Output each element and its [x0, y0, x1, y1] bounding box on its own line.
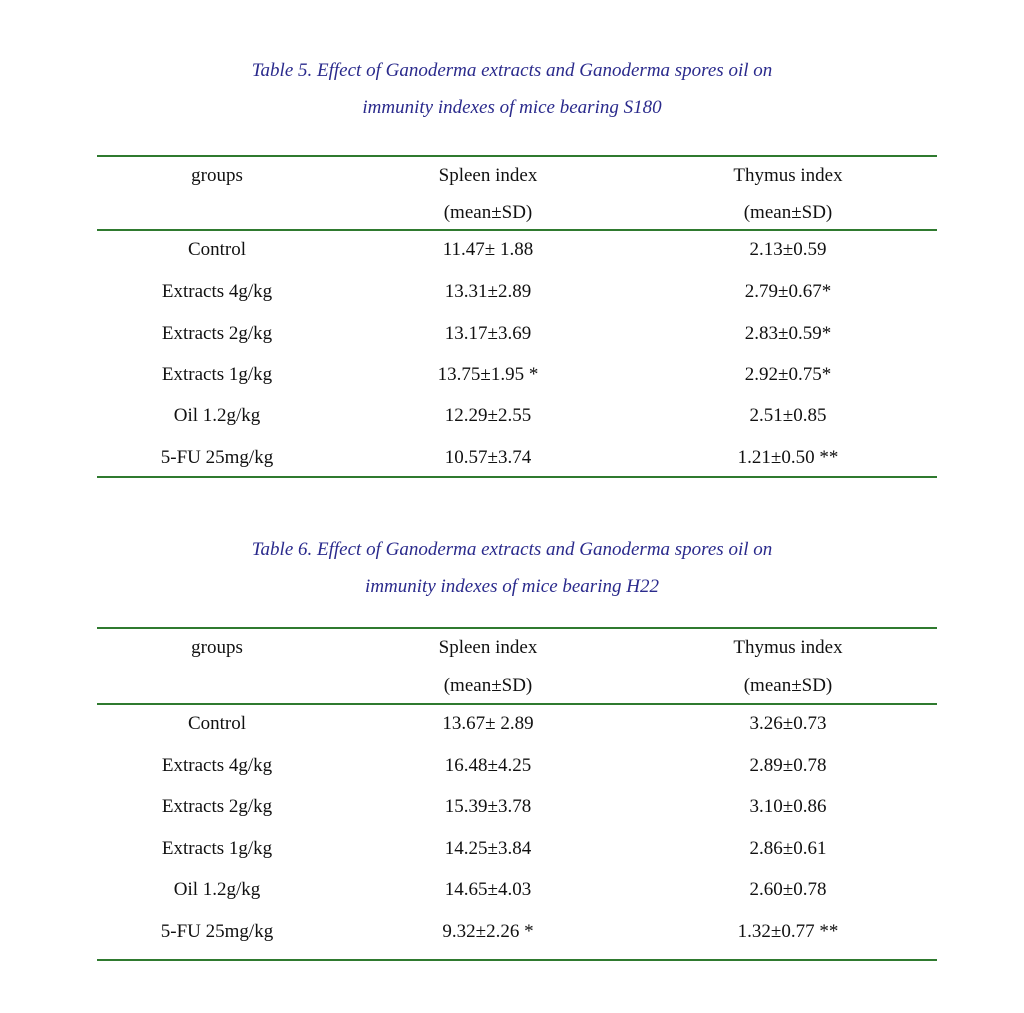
- thymus-cell: 2.13±0.59: [749, 239, 827, 260]
- thymus-cell: 1.21±0.50 **: [737, 447, 839, 468]
- spleen-cell: 13.31±2.89: [444, 281, 532, 302]
- spleen-cell: 15.39±3.78: [444, 796, 532, 817]
- thymus-cell: 3.26±0.73: [749, 713, 827, 734]
- header-groups: groups: [191, 637, 243, 658]
- group-cell: Oil 1.2g/kg: [173, 405, 261, 426]
- header-spleen-unit: (mean±SD): [443, 202, 533, 223]
- table-top-rule: [97, 155, 937, 157]
- thymus-cell: 2.86±0.61: [749, 838, 827, 859]
- thymus-cell: 2.92±0.75*: [744, 364, 832, 385]
- group-cell: Extracts 1g/kg: [161, 838, 273, 859]
- spleen-cell: 14.25±3.84: [444, 838, 532, 859]
- header-thymus-unit: (mean±SD): [743, 675, 833, 696]
- header-spleen-index: Spleen index: [438, 165, 538, 186]
- thymus-cell: 3.10±0.86: [749, 796, 827, 817]
- spleen-cell: 10.57±3.74: [444, 447, 532, 468]
- group-cell: Control: [187, 713, 247, 734]
- header-groups: groups: [191, 165, 243, 186]
- thymus-cell: 1.32±0.77 **: [737, 921, 839, 942]
- group-cell: 5-FU 25mg/kg: [160, 447, 274, 468]
- thymus-cell: 2.83±0.59*: [744, 323, 832, 344]
- header-thymus-unit: (mean±SD): [743, 202, 833, 223]
- table-caption-line1: Table 5. Effect of Ganoderma extracts and Ganoderma spores oil on: [251, 60, 773, 81]
- spleen-cell: 13.17±3.69: [444, 323, 532, 344]
- group-cell: Extracts 1g/kg: [161, 364, 273, 385]
- table-header-rule: [97, 229, 937, 231]
- table-bottom-rule: [97, 959, 937, 961]
- header-thymus-index: Thymus index: [733, 637, 843, 658]
- group-cell: Control: [187, 239, 247, 260]
- spleen-cell: 14.65±4.03: [444, 879, 532, 900]
- spleen-cell: 11.47± 1.88: [442, 239, 534, 260]
- thymus-cell: 2.60±0.78: [749, 879, 827, 900]
- thymus-cell: 2.79±0.67*: [744, 281, 832, 302]
- group-cell: Extracts 4g/kg: [161, 281, 273, 302]
- spleen-cell: 13.75±1.95 *: [437, 364, 539, 385]
- group-cell: Extracts 2g/kg: [161, 323, 273, 344]
- group-cell: Extracts 2g/kg: [161, 796, 273, 817]
- table-caption-line2: immunity indexes of mice bearing S180: [362, 97, 662, 118]
- spleen-cell: 13.67± 2.89: [442, 713, 534, 734]
- spleen-cell: 12.29±2.55: [444, 405, 532, 426]
- spleen-cell: 9.32±2.26 *: [442, 921, 534, 942]
- table-bottom-rule: [97, 476, 937, 478]
- header-spleen-index: Spleen index: [438, 637, 538, 658]
- group-cell: 5-FU 25mg/kg: [160, 921, 274, 942]
- group-cell: Oil 1.2g/kg: [173, 879, 261, 900]
- table-caption-line2: immunity indexes of mice bearing H22: [365, 576, 659, 597]
- table-caption-line1: Table 6. Effect of Ganoderma extracts and Ganoderma spores oil on: [251, 539, 773, 560]
- thymus-cell: 2.89±0.78: [749, 755, 827, 776]
- group-cell: Extracts 4g/kg: [161, 755, 273, 776]
- table-top-rule: [97, 627, 937, 629]
- header-spleen-unit: (mean±SD): [443, 675, 533, 696]
- thymus-cell: 2.51±0.85: [749, 405, 827, 426]
- header-thymus-index: Thymus index: [733, 165, 843, 186]
- table-header-rule: [97, 703, 937, 705]
- spleen-cell: 16.48±4.25: [444, 755, 532, 776]
